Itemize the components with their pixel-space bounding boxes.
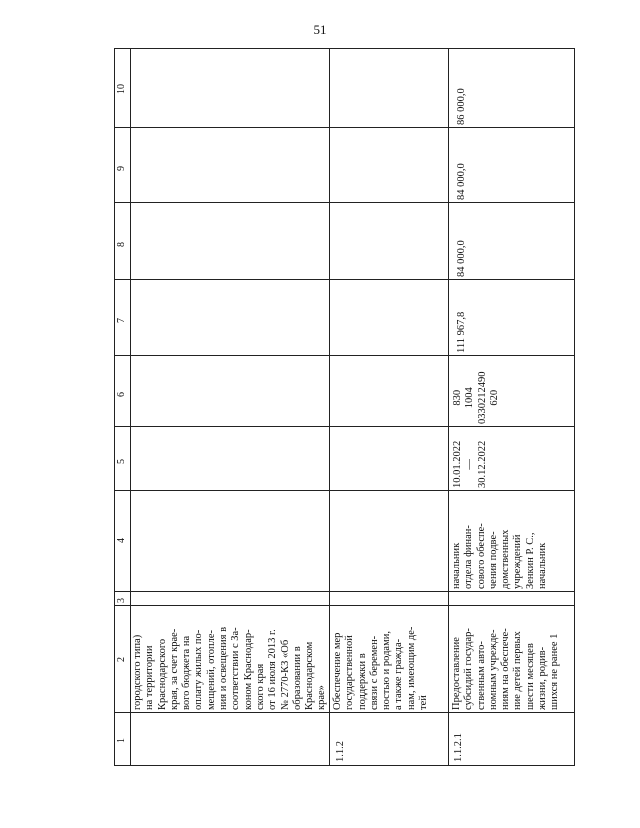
row3-amount-col7: 111 967,8 <box>456 311 467 353</box>
column-divider <box>114 127 575 128</box>
row-divider <box>329 48 330 766</box>
column-divider <box>114 202 575 203</box>
table-border-top <box>114 48 575 49</box>
column-header-7: 7 <box>116 318 127 323</box>
column-divider <box>114 605 575 606</box>
table-border-right <box>574 48 575 766</box>
row3-name-cell: Предоставление субсидий государ- ственным авто- номным учрежде- ниям на обеспече- ние детей первых шести месяцев жизни, родив- шихся не ранее 1 <box>451 628 561 710</box>
column-divider <box>114 279 575 280</box>
column-divider <box>114 426 575 427</box>
row1-name-cell: городского типа) на территории Краснодарского края, за счет крае- вого бюджета на оплату жилых по- мещений, отопле- ния и освещения в соответствии с За- коном Краснодар- ского края от 16 июля 2013 г. № 2770-КЗ «Об образовании в Краснодарском крае» <box>132 626 328 710</box>
table-border-bottom <box>114 765 575 766</box>
row-divider <box>448 48 449 766</box>
row2-name-cell: Обеспечение мер государственной поддержки в связи с беремен- ностью и родами, а также гражда- нам, имеющим де- тей <box>332 626 430 710</box>
column-divider <box>114 591 575 592</box>
page-number: 51 <box>313 22 327 37</box>
data-table <box>114 48 575 766</box>
column-header-10: 10 <box>116 84 127 94</box>
column-header-1: 1 <box>116 738 127 743</box>
column-header-6: 6 <box>116 392 127 397</box>
column-header-8: 8 <box>116 242 127 247</box>
row3-period-cell: 10.01.2022 — 30.12.2022 <box>452 440 488 488</box>
row2-number-cell: 1.1.2 <box>335 741 346 762</box>
column-divider <box>114 490 575 491</box>
row3-budget-code-cell: 830 1004 0330212490 620 <box>452 371 500 424</box>
column-header-5: 5 <box>116 459 127 464</box>
column-header-9: 9 <box>116 166 127 171</box>
column-header-2: 2 <box>116 657 127 662</box>
column-divider <box>114 355 575 356</box>
row3-responsible-cell: начальник отдела финан- сового обеспе- чения подве- домственных учреждений Зенкин Р. С., начальник <box>451 523 549 589</box>
row3-amount-col9: 84 000,0 <box>456 163 467 200</box>
column-header-4: 4 <box>116 538 127 543</box>
row3-amount-col10: 86 000,0 <box>456 88 467 125</box>
row-divider <box>130 48 131 766</box>
table-border-left <box>114 48 115 766</box>
column-header-3: 3 <box>116 598 127 603</box>
row3-amount-col8: 84 000,0 <box>456 240 467 277</box>
column-divider <box>114 712 575 713</box>
row3-number-cell: 1.1.2.1 <box>453 733 464 762</box>
